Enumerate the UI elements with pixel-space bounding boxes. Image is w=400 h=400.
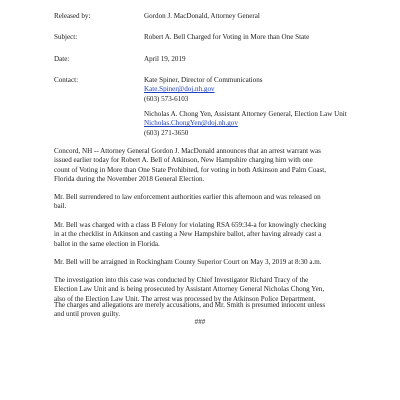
contact-email-link[interactable]: Kate.Spiner@doj.nh.gov — [144, 85, 215, 94]
paragraph-arraignment — [54, 258, 354, 267]
contact-name-line: Kate Spiner, Director of Communications — [144, 76, 263, 84]
paragraph-investigation — [54, 276, 354, 304]
paragraph-line: Mr. Bell will be arraigned in Rockingham County Superior Court on May 3, 2019 at 8:30 a.m. — [54, 258, 322, 266]
paragraph-line: also of the Election Law Unit. The arrest was processed by the Atkinson Police Department. — [54, 294, 316, 303]
paragraph-line: Mr. Bell was charged with a class B Felony for violating RSA 659:34-a for knowingly checking — [54, 221, 327, 229]
contact-name-line: Nicholas A. Chong Yen, Assistant Attorney General, Election Law Unit — [144, 110, 347, 118]
contact-kate-spiner — [144, 76, 263, 104]
paragraph-line: The charges and allegations are merely accusations, and Mr. Smith is presumed innocent unless — [54, 301, 326, 309]
end-mark: ### — [194, 318, 206, 326]
paragraph-line: count of Voting in More than One State Prohibited, for voting in both Atkinson and Palm Coast, — [54, 165, 327, 174]
contact-email-link[interactable]: Nicholas.ChongYen@doj.nh.gov — [144, 119, 238, 128]
paragraph-line: issued earlier today for Robert A. Bell of Atkinson, New Hampshire charging him with one — [54, 156, 313, 165]
released-by-label: Released by: — [54, 12, 91, 20]
paragraph-charge — [54, 221, 354, 249]
paragraph-line: in at the checklist in Atkinson and casting a New Hampshire ballot, after having already cast a — [54, 230, 322, 239]
contact-phone: (603) 573-6103 — [144, 94, 189, 103]
contact-nicholas-chong-yen — [144, 110, 347, 138]
released-by-value: Gordon J. MacDonald, Attorney General — [144, 12, 260, 20]
paragraph-surrender — [54, 193, 354, 212]
subject-label: Subject: — [54, 33, 78, 41]
paragraph-line: ballot in the same election in Florida. — [54, 239, 160, 248]
paragraph-announcement — [54, 147, 354, 184]
paragraph-line: Election Law Unit and is being prosecuted by Assistant Attorney General Nicholas Chong Yen, — [54, 285, 325, 294]
contact-phone: (603) 271-3650 — [144, 128, 189, 137]
paragraph-line: Florida during the November 2018 General Election. — [54, 174, 205, 183]
contact-label: Contact: — [54, 76, 79, 84]
date-value: April 19, 2019 — [144, 55, 186, 63]
paragraph-line: bail. — [54, 202, 67, 211]
paragraph-line: Concord, NH -- Attorney General Gordon J. MacDonald announces that an arrest warrant was — [54, 147, 321, 155]
paragraph-line: The investigation into this case was conducted by Chief Investigator Richard Tracy of the — [54, 276, 309, 284]
paragraph-line: and until proven guilty. — [54, 310, 121, 319]
paragraph-presumption — [54, 301, 354, 320]
subject-value: Robert A. Bell Charged for Voting in More than One State — [144, 33, 310, 41]
paragraph-line: Mr. Bell surrendered to law enforcement authorities earlier this afternoon and was released on — [54, 193, 321, 201]
date-label: Date: — [54, 55, 70, 63]
